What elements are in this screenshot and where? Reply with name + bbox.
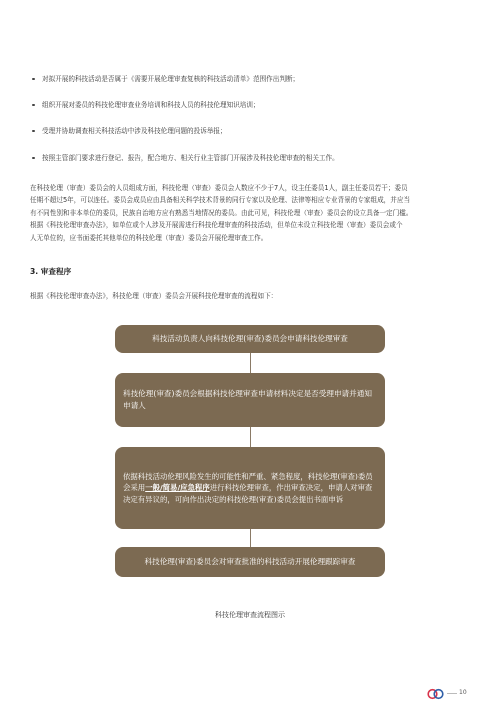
flow-connector — [250, 529, 251, 547]
bullet-text: 按照主管部门要求进行登记、报告，配合地方、相关行业主管部门开展涉及科技伦理审查的相关工作。 — [42, 154, 339, 162]
paragraph-line: 在科技伦理（审查）委员会的人员组成方面，科技伦理（审查）委员会人数应不少于7人，设主任委员1人，副主任委员若干；委员 — [30, 184, 408, 192]
flow-step-3-text-b: 进行科技伦理审查，作出审查决定，申请人对审查决定有异议的，可向作出决定的科技伦理(审查)委员会提出书面申诉 — [123, 483, 373, 504]
paragraph-line: 有不同性别和非本单位的委员，民族自治地方应有熟悉当地情况的委员。由此可见，科技伦理（审查）委员会的设立具备一定门槛。 — [30, 208, 413, 217]
bullet-text: 组织开展对委员的科技伦理审查业务培训和科技人员的科技伦理知识培训； — [42, 101, 260, 109]
flow-step-1 — [115, 325, 385, 353]
flow-step-4-text: 科技伦理(审查)委员会对审查批准的科技活动开展伦理跟踪审查 — [144, 557, 356, 566]
flow-step-3-text — [123, 471, 377, 506]
section-heading: 3. 审查程序 — [30, 267, 72, 276]
page-number: 10 — [459, 689, 467, 696]
flow-step-2-text: 科技伦理(审查)委员会根据科技伦理审查申请材料决定是否受理申请并通知申请人 — [123, 389, 372, 410]
flow-connector — [250, 427, 251, 447]
flow-connector — [250, 353, 251, 373]
paragraph-line: 人无单位的，应书面委托其他单位的科技伦理（审查）委员会开展伦理审查工作。 — [30, 233, 268, 242]
procedure-types-highlight: 一般/简易/应急程序 — [145, 483, 210, 493]
flow-step-2 — [115, 373, 385, 427]
flow-step-1-text: 科技活动负责人向科技伦理(审查)委员会申请科技伦理审查 — [152, 334, 348, 343]
paragraph-line: 根据《科技伦理审查办法》，如单位或个人涉及开展需进行科技伦理审查的科技活动，但单位未设立科技伦理（审查）委员会或个 — [30, 221, 403, 230]
paragraph-line: 任期不超过5年，可以连任。委员会成员应由具备相关科学技术背景的同行专家以及伦理、法律等相应专业背景的专家组成，并应当 — [30, 196, 411, 205]
bullet-text: 对拟开展的科技活动是否属于《需要开展伦理审查复核的科技活动清单》范围作出判断； — [42, 75, 300, 83]
footer-divider — [447, 693, 457, 694]
flow-step-3-text-a: 依据科技活动伦理风险发生的可能性和严重、紧急程度，科技伦理(审查)委员会采用 — [123, 471, 373, 493]
brand-logo-icon — [426, 688, 446, 700]
figure-caption: 科技伦理审查流程图示 — [215, 611, 285, 619]
flow-step-4 — [115, 547, 385, 577]
bullet-text: 受理并协助调查相关科技活动中涉及科技伦理问题的投诉举报； — [42, 127, 227, 135]
flow-step-3 — [115, 447, 385, 529]
intro-text: 根据《科技伦理审查办法》，科技伦理（审查）委员会开展科技伦理审查的流程如下： — [30, 292, 278, 300]
